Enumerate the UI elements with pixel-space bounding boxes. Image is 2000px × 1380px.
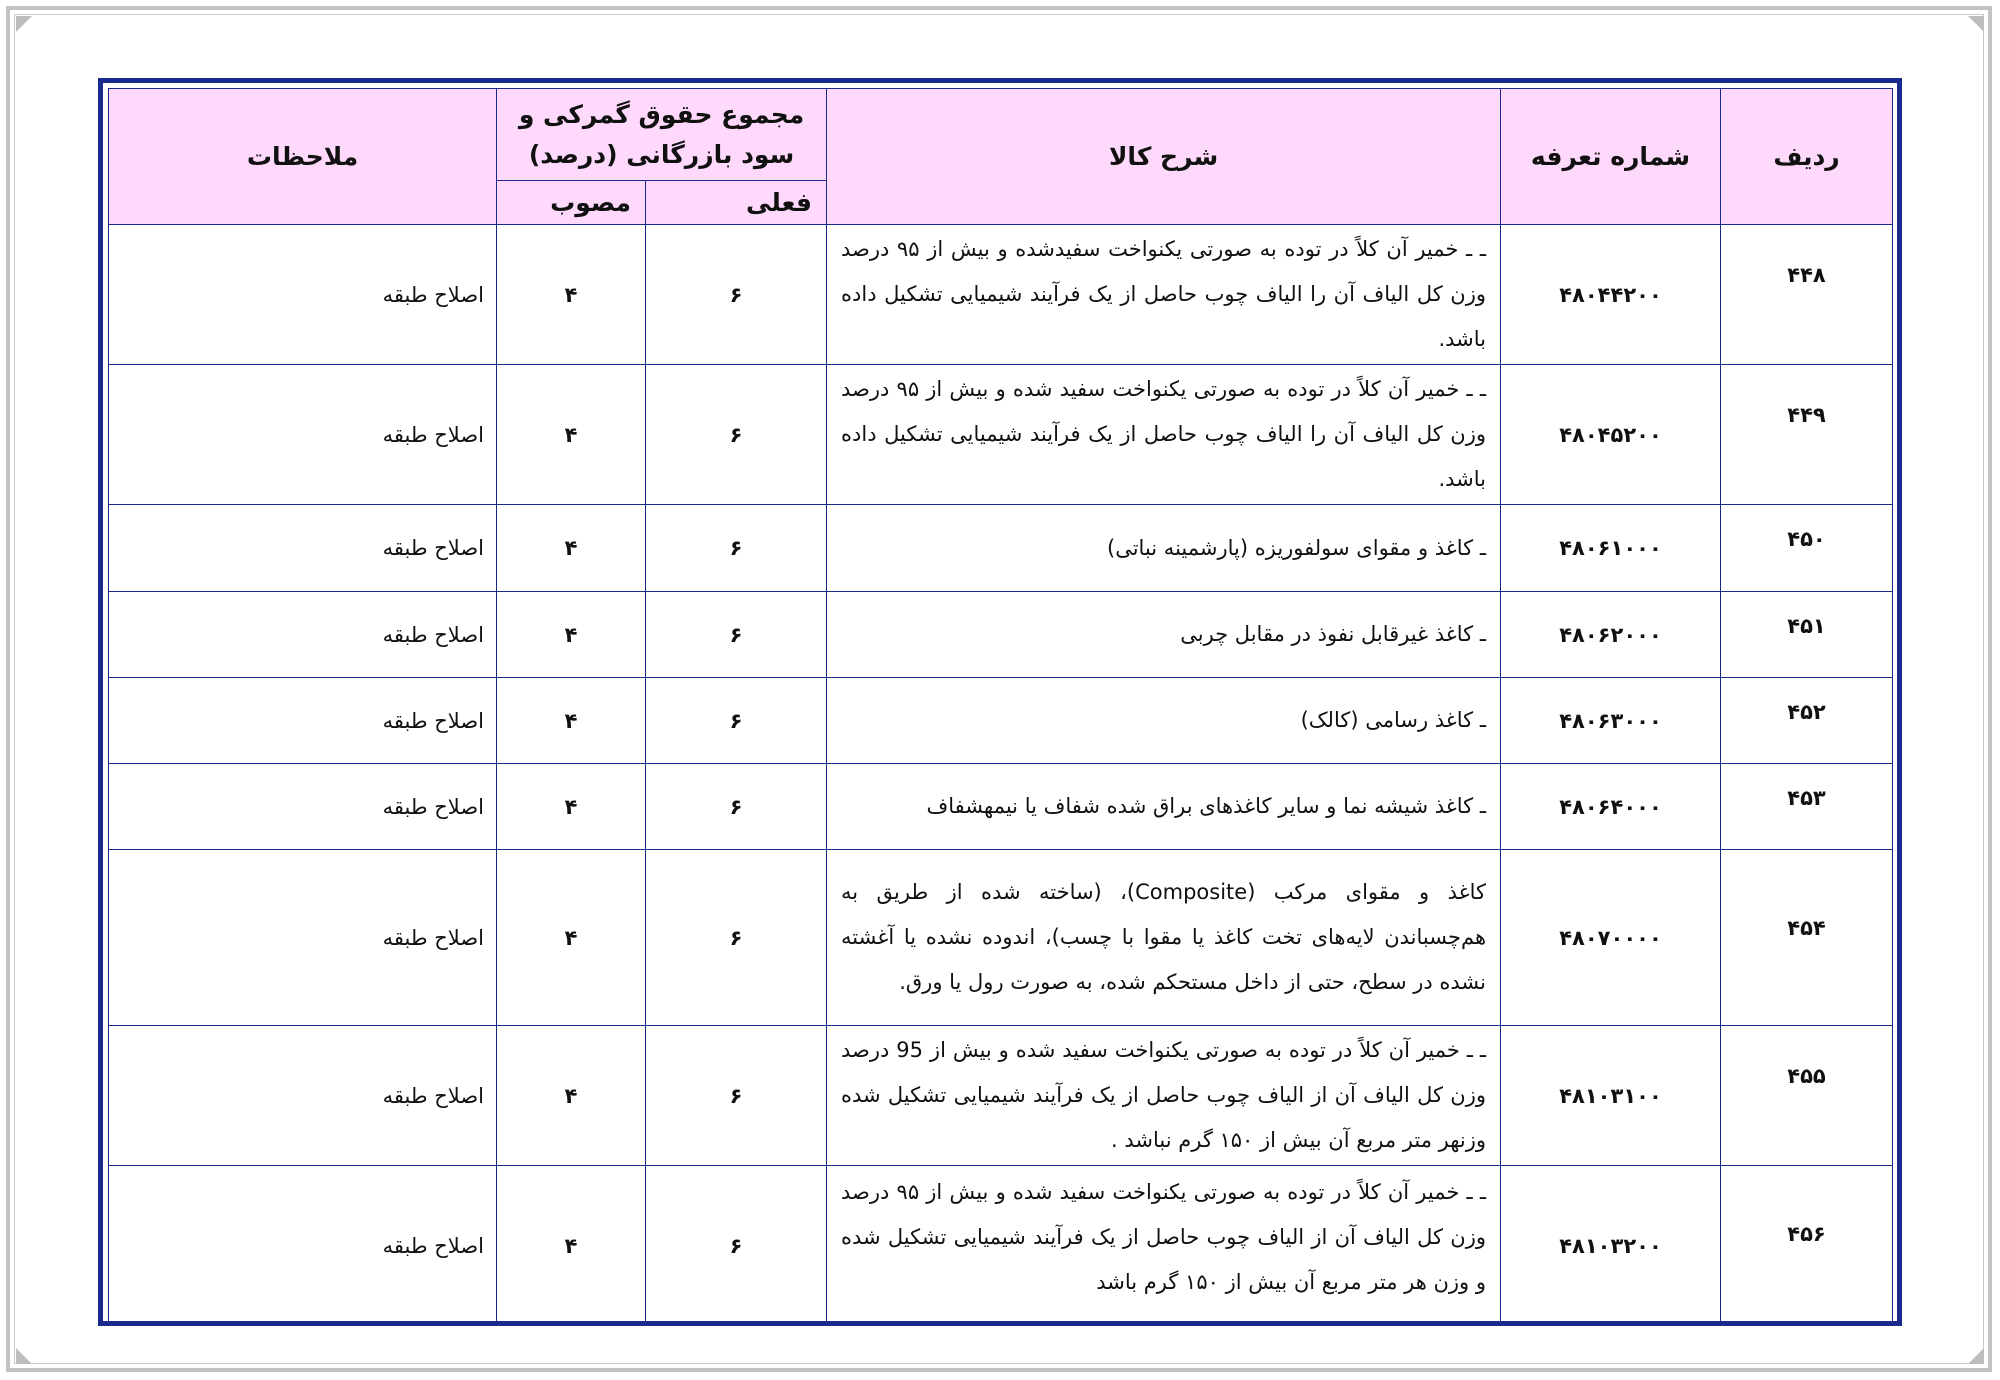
tariff-cell: ۴۸۰۶۱۰۰۰ [1501, 505, 1721, 592]
description-cell: ـ ـ خمیر آن کلاً در توده به صورتی یکنواخت سفید شده و بیش از ۹۵ درصد وزن کل الیاف آن از الیاف چوب حاصل از یک فرآیند شیمیایی تشکیل شده و وزن هر متر مربع آن بیش از ۱۵۰ گرم باشد [827, 1166, 1501, 1326]
tariff-cell: ۴۸۰۶۳۰۰۰ [1501, 678, 1721, 764]
approved-rate-cell: ۴ [497, 1026, 646, 1166]
row-number-cell: ۴۵۵ [1721, 1026, 1893, 1166]
table-row [109, 1166, 1893, 1326]
description-cell: ـ کاغذ شیشه نما و سایر کاغذهای براق شده شفاف یا نیمهشفاف [827, 764, 1501, 850]
description-cell: ـ ـ خمیر آن کلاً در توده به صورتی یکنواخت سفید شده و بیش از ۹۵ درصد وزن کل الیاف آن را الیاف چوب حاصل از یک فرآیند شیمیایی تشکیل داده باشد. [827, 365, 1501, 505]
tariff-cell: ۴۸۱۰۳۱۰۰ [1501, 1026, 1721, 1166]
remarks-cell: اصلاح طبقه [109, 365, 497, 505]
remarks-cell: اصلاح طبقه [109, 592, 497, 678]
current-rate-cell: ۶ [646, 592, 827, 678]
current-rate-cell: ۶ [646, 850, 827, 1026]
remarks-cell: اصلاح طبقه [109, 678, 497, 764]
table-row [109, 678, 1893, 764]
remarks-cell: اصلاح طبقه [109, 225, 497, 365]
description-cell: ـ کاغذ رسامی (کالک) [827, 678, 1501, 764]
approved-rate-cell: ۴ [497, 505, 646, 592]
description-cell: ـ ـ خمیر آن کلاً در توده به صورتی یکنواخت سفیدشده و بیش از ۹۵ درصد وزن کل الیاف آن را الیاف چوب حاصل از یک فرآیند شیمیایی تشکیل داده باشد. [827, 225, 1501, 365]
current-rate-cell: ۶ [646, 678, 827, 764]
table-row [109, 505, 1893, 592]
header-remarks: ملاحظات [109, 89, 497, 225]
header-description: شرح کالا [827, 89, 1501, 225]
description-cell: ـ کاغذ غیرقابل نفوذ در مقابل چربی [827, 592, 1501, 678]
header-tariff-number: شماره تعرفه [1501, 89, 1721, 225]
remarks-cell: اصلاح طبقه [109, 1026, 497, 1166]
approved-rate-cell: ۴ [497, 678, 646, 764]
tariff-cell: ۴۸۱۰۳۲۰۰ [1501, 1166, 1721, 1326]
row-number-cell: ۴۵۱ [1721, 592, 1893, 678]
tariff-cell: ۴۸۰۴۵۲۰۰ [1501, 365, 1721, 505]
description-cell: کاغذ و مقوای مرکب (Composite)، (ساخته شده از طریق به هم‌چسباندن لایه‌های تخت کاغذ یا مقوا با چسب)، اندوده نشده یا آغشته نشده در سطح، حتی از داخل مستحکم شده، به صورت رول یا ورق. [827, 850, 1501, 1026]
tariff-table [108, 88, 1893, 1326]
header-row-number: ردیف [1721, 89, 1893, 225]
table-row [109, 365, 1893, 505]
header-duties-group: مجموع حقوق گمرکی و سود بازرگانی (درصد) [497, 89, 827, 181]
current-rate-cell: ۶ [646, 1166, 827, 1326]
current-rate-cell: ۶ [646, 365, 827, 505]
remarks-cell: اصلاح طبقه [109, 1166, 497, 1326]
current-rate-cell: ۶ [646, 505, 827, 592]
current-rate-cell: ۶ [646, 1026, 827, 1166]
description-cell: ـ کاغذ و مقوای سولفوریزه (پارشمینه نباتی) [827, 505, 1501, 592]
header-approved: مصوب [497, 181, 646, 225]
remarks-cell: اصلاح طبقه [109, 850, 497, 1026]
approved-rate-cell: ۴ [497, 1166, 646, 1326]
row-number-cell: ۴۴۸ [1721, 225, 1893, 365]
tariff-cell: ۴۸۰۷۰۰۰۰ [1501, 850, 1721, 1026]
corner-ornament [16, 16, 32, 32]
corner-ornament [16, 1348, 32, 1364]
approved-rate-cell: ۴ [497, 225, 646, 365]
remarks-cell: اصلاح طبقه [109, 764, 497, 850]
description-cell: ـ ـ خمیر آن کلاً در توده به صورتی یکنواخت سفید شده و بیش از 95 درصد وزن کل الیاف آن از الیاف چوب حاصل از یک فرآیند شیمیایی تشکیل شده وزنهر متر مربع آن بیش از ۱۵۰ گرم نباشد . [827, 1026, 1501, 1166]
approved-rate-cell: ۴ [497, 592, 646, 678]
tariff-cell: ۴۸۰۶۴۰۰۰ [1501, 764, 1721, 850]
table-container [98, 78, 1902, 1326]
table-row [109, 764, 1893, 850]
tariff-cell: ۴۸۰۶۲۰۰۰ [1501, 592, 1721, 678]
row-number-cell: ۴۵۲ [1721, 678, 1893, 764]
row-number-cell: ۴۵۴ [1721, 850, 1893, 1026]
row-number-cell: ۴۵۳ [1721, 764, 1893, 850]
table-row [109, 225, 1893, 365]
row-number-cell: ۴۴۹ [1721, 365, 1893, 505]
corner-ornament [1968, 1348, 1984, 1364]
row-number-cell: ۴۵۶ [1721, 1166, 1893, 1326]
approved-rate-cell: ۴ [497, 850, 646, 1026]
corner-ornament [1968, 16, 1984, 32]
approved-rate-cell: ۴ [497, 365, 646, 505]
row-number-cell: ۴۵۰ [1721, 505, 1893, 592]
tariff-cell: ۴۸۰۴۴۲۰۰ [1501, 225, 1721, 365]
header-current: فعلی [646, 181, 827, 225]
table-row [109, 850, 1893, 1026]
table-row [109, 592, 1893, 678]
table-row [109, 1026, 1893, 1166]
remarks-cell: اصلاح طبقه [109, 505, 497, 592]
approved-rate-cell: ۴ [497, 764, 646, 850]
current-rate-cell: ۶ [646, 764, 827, 850]
current-rate-cell: ۶ [646, 225, 827, 365]
